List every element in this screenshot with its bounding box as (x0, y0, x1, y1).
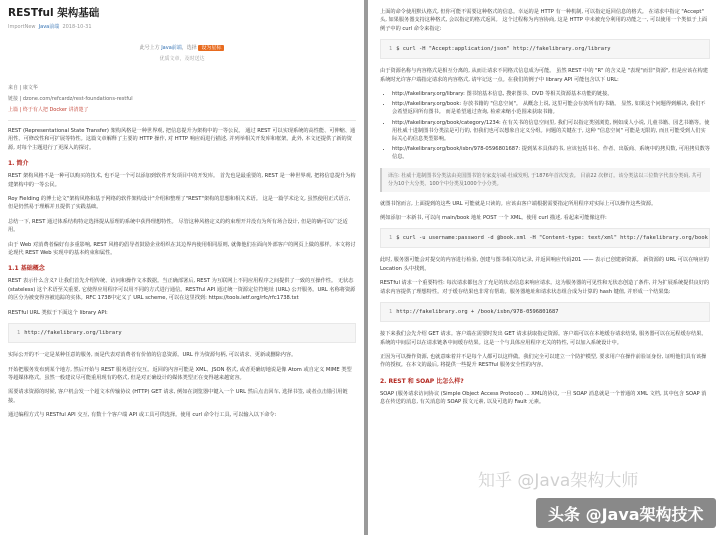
url-list (380, 90, 710, 162)
tagline: 优质文章，及时送达 (159, 56, 205, 62)
article-category-link[interactable]: Java前端 (38, 24, 60, 30)
paragraph: 由于 Web 对消费者偏好有多重影响, REST 风格的倡导者鼓励企业组织在其边界内使用相同原则, 就像他们在面向外部客户的网页上做的那样。本文将讨论现代 REST Web 实现中的基本约束和属性。 (8, 241, 356, 257)
paragraph: 通过编程方式与 RESTful API 交互, 有数十个客户端 API 或工具可供选择。使用 curl 命令行工具, 可以输入以下命令: (8, 412, 277, 419)
code-prompt: 1 (389, 235, 393, 242)
section-heading-rest-vs-soap: 2. REST 和 SOAP 比怎么样? (380, 377, 464, 385)
list-item: • http://fakelibrary.org/library: 图书馆基本信息, 搜索图书、DVD 等相关资源基本功能的链接。 (392, 90, 710, 98)
article-source: ImportNew (8, 24, 36, 30)
paragraph: 由于资源名称与内容格式是相互分离的, 从而让请求不同格式信息成为可能。 虽然 REST 中的 "R" 的含义是 "表现"而非"资源", 但是应该在构建系统时允许客户端指定请求的内容格式, 请牢记这一点。在我们的例子中 library API 可能包含以下 URL: (380, 68, 708, 83)
code-prompt: 1 (389, 309, 393, 316)
paragraph: RESTful 请求一个重要特性: 每次请求都包含了充足的状态信息来响应请求。这为服务器的可见性和无状态创造了条件, 并为扩展系统提供良好的请求内容提供了理想特性。对于缓存结果也非常有帮助。服务器地址和请求状态组合成为计算的 hash 键值, 并形成一个结果集: (380, 280, 710, 295)
source-author: 来自 | 康文华 (8, 85, 38, 91)
section-heading-intro: 1. 简介 (8, 160, 29, 168)
paragraph: REST 表示什么含义? 让我们首先介绍传统、访问和操作文本数据。当正确部署后, REST 为互联网上不同应用程序之间提供了一致的互操作性。 无状态 (stateless) 这个术语至关重要, 它使得应用程序可以用不同的方式进行通信。RESTful API 通过统一资源定位符地址 (URL) 公开服务。URL 名称将资源的区分为被变得容被追踪的实体。RFC 1738中定义了 URL scheme, 可以在这里找到: https://tools.ietf.org/rfc/rfc1738.txt (8, 278, 356, 302)
paragraph: 接下来我们会先介绍 GET 请求。客户端在需要时发出 GET 请求获取指定资源。客户端可以在本地缓存请求结果, 服务器可以在远程缓存结果。系统的中间层可以在请求链条中间缓存结果。这是一个与具体应用程序无关的特性, 可以加入系统设计中。 (380, 331, 707, 346)
article-page-right (368, 0, 720, 535)
paragraph: 上面的命令使用默认格式, 但你可能不需要这种格式的信息。幸运的是 HTTP 有一种机制, 可以指定返回信息的格式。 在请求中指定 "Accept" 头, 如果服务器支持这种格式, 会以指定的格式返回。 这个过程称为内容协商, 这是 HTTP 中未被充分利用的功能之一, 可以使用一个类似于上面例子中的 curl 命令来指定: (380, 9, 708, 32)
list-item: • http://fakelibrary.org/book/category/1234: 在有关书的信息空间里, 我们可以指定类别浏览, 例如成人小说, 儿童书籍、园艺书籍等。使用杜威十进制图书分类法是可行的, 但我们也可以想象自定义分组。问题的关键在于, 这种 "信息空间" 可能是无限的, 而且可能受到人们实际关心的信息类型影响。 (392, 119, 710, 144)
article-title: RESTful 架构基础 (8, 7, 100, 19)
code-block: 1 http://fakelibrary.org + /book/isbn/978-0596801687 (380, 302, 710, 322)
article-date: 2018-10-31 (62, 24, 92, 30)
translator-note: 译注: 杜威十进制图书分类法由美国图书馆专家麦尔威·杜威发明, 于1876年首次发表。 目前22 次修订。该分类法以三位数字代表分类码, 共可分为10个大分类、100个中分类及1000个小分类。 (380, 168, 710, 192)
section-heading-basics: 1.1 基础概念 (8, 265, 45, 273)
paragraph: 就图书馆而言, 上面提到的这些 URL 可能就是只读的。应该由客户端根据需要指定所用程序对实际上可以操作这些资源。 (380, 200, 657, 207)
follow-prompt: 此号上方 Java前端，选择 设为星标 (8, 44, 356, 53)
code-block: 1 $ curl -u username:password -d @book.xml -H "Content-type: text/xml" http://fakelibrary.org/book (380, 228, 710, 248)
zhihu-watermark: 知乎 @Java架构大师 (478, 471, 639, 491)
paragraph: 此时, 服务器可能会对提交的内容进行检验, 创建与图书相关的记录, 并返回响应代码201 —— 表示已创建新资源。 新资源的 URL 可以在响应的 Location 头中找到。 (380, 257, 709, 272)
article-meta (8, 23, 356, 30)
list-item: • http://fakelibrary.org/book: 存放书籍的 "信息空间"。 从概念上说, 这里可能会存放所有的书籍。 显然, 如果这个问题得到解决, 我们不会希望返回所有图书。 而是希望通过查询, 检索来缩小范围来获取书籍。 (392, 100, 710, 116)
intro-paragraph: REST (Representational State Transfer) 架构风格是一种世界观, 把信息提升为架构中的一等公民。 通过 REST 可以实现系统的高性能、可伸缩、通用性、可修改性和可扩展等特性。这篇文章解释了主要的 HTTP 操作, 对 HTTP 响应码进行描述, 并列举相关开发库和框架。此外, 本文还提供了新的资源, 对每个主题进行了更深入的探讨。 (8, 128, 356, 151)
paragraph: REST 架构风格不是一种可以购买的技术, 也不是一个可以添加到软件开发项目中的开发库。 首先也是最重要的, REST 是一种世界观, 把将信息提升为构建架构中的一等公民。 (8, 173, 356, 188)
code-prompt: 1 (17, 330, 21, 337)
follow-link[interactable]: Java前端 (161, 45, 182, 51)
code-block: 1 http://fakelibrary.org/library (8, 323, 356, 343)
star-badge[interactable]: 设为星标 (198, 45, 224, 51)
paragraph: 实际公开的不一定是某种任意的服务, 而是代表对消费者有价值的信息资源。URL 作为资源句柄, 可以请求、更新或删除内容。 (8, 352, 297, 359)
paragraph: 需要请求资源的时候, 客户机会发一个超文本传输协议 (HTTP) GET 请求, 例如在浏览器中键入一个 URL 然后点击回车, 选择书签, 或者点击锚引用链接。 (8, 389, 348, 404)
paragraph: 例如添加一本新书, 可以向 main/book 地址 POST 一个 XML。使用 curl 描述, 看起来可能像这样: (380, 215, 607, 222)
paragraph: 总结一下, REST 通过体系结构特定选择提从原理的系统中获得理想特性。 尽管这种风格定义的约束理开并没有为所有场合设计, 但是的确可以广泛适用。 (8, 218, 348, 234)
source-link[interactable]: 链接 | dzone.com/refcardz/rest-foundations-restful (8, 96, 133, 102)
paragraph: 开始把服务发布到某个地方, 然后开始与 REST 服务进行交互。返回的内容可能是 XML、JSON 格式, 或者更确切地说是像 Atom 或自定义 MIME 类型等超媒体格式。虽然一般建议尽可能重用现有的格式, 但是对正确设计的媒体类型正在变得越来越宽容。 (8, 366, 352, 381)
code-block: 1 $ curl -H "Accept:application/json" http://fakelibrary.org/library (380, 39, 710, 59)
previous-post-link[interactable]: 上篇 | 终于有人把 Docker 讲清楚了 (8, 107, 89, 113)
paragraph: Roy Fielding 的博士论文"架构风格和基于网络的软件架构设计"介绍和整理了"REST"架构的思想和相关术语。 这是一篇学术论文, 虽然使用正式语言, 但是仍然易于理解并且提供了实践基础。 (8, 196, 351, 211)
toutiao-watermark: 头条 @Java架构技术 (548, 505, 704, 524)
paragraph: 正因为可以操作资源, 也就意味着并不是每个人都可以这样做。我们完全可以建立一个防护模型, 要求用户在操作前验证身份, 证明他们具有该操作的授权。在本文的最后, 将提供一些提升 RESTful 服务安全性的内容。 (380, 353, 707, 369)
paragraph: RESTful URL 类似于下面这个 library API: (8, 309, 108, 316)
code-prompt: 1 (389, 46, 393, 53)
paragraph: SOAP (服务请求访问协议 (Simple Object Access Protocol) ... XML的协议, 一旦 SOAP 消息就是一个普通的 XML 文档, 其中包含 SOAP 消息在传送的消息, 有关消息的 SOAP 报文元素, 以及可选的 Fault 元素。 (380, 390, 707, 406)
divider (8, 120, 356, 121)
list-item: • http://fakelibrary.org/book/isbn/978-0596801687: 提到某本具体的书, 应该包括书名、作者、出版商、系统中的拷贝数, 可用拷贝数等信息。 (392, 145, 710, 161)
